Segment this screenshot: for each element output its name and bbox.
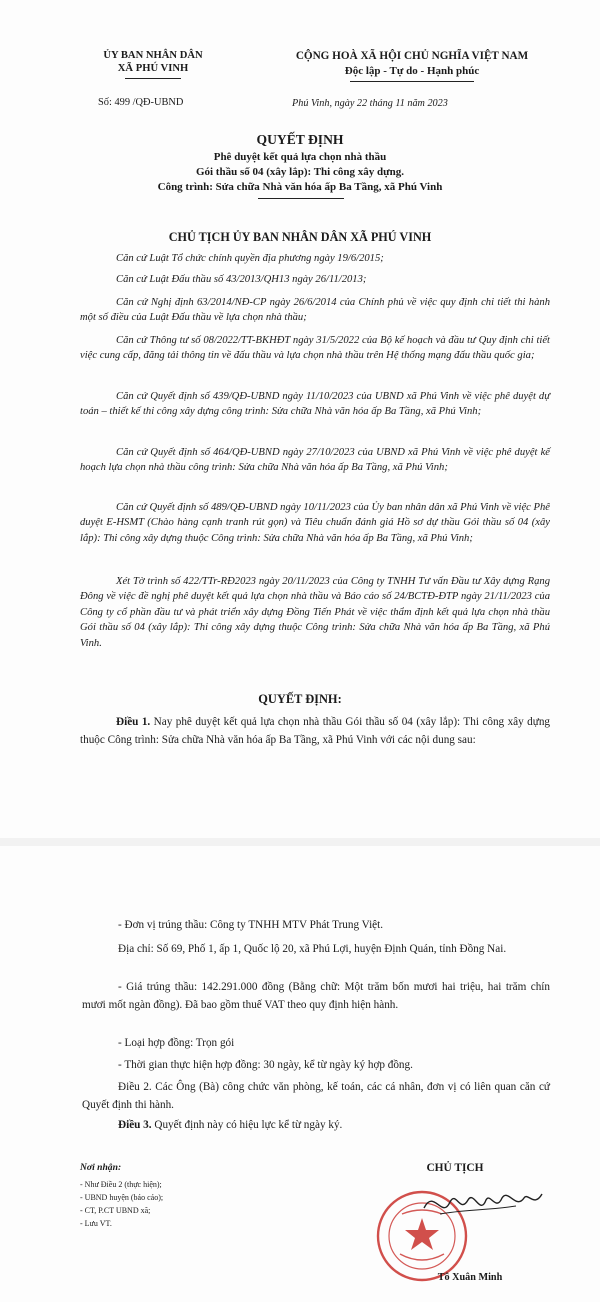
- article-3: [82, 1116, 550, 1134]
- decision-subtitle-1: Phê duyệt kết quả lựa chọn nhà thầu: [213, 151, 387, 163]
- recipient-item: - Lưu VT.: [80, 1219, 112, 1228]
- legal-basis-4: Căn cứ Thông tư số 08/2022/TT-BKHĐT ngày 31/5/2022 của Bộ kế hoạch và đầu tư Quy định chi tiết việc cung cấp, đăng tải thông tin về đấu thầu và lựa chọn nhà thầu trên Hệ thống mạng đấu thầu quốc gia;: [80, 335, 550, 362]
- handwritten-signature: [420, 1180, 550, 1230]
- decision-subtitle-3: Công trình: Sửa chữa Nhà văn hóa ấp Ba Tầng, xã Phú Vinh: [157, 181, 443, 193]
- winner-line: - Đơn vị trúng thầu: Công ty TNHH MTV Phát Trung Việt.: [118, 919, 384, 931]
- article-3-text: Quyết định này có hiệu lực kể từ ngày ký.: [151, 1119, 343, 1131]
- document-number: Số: 499 /QĐ-UBND: [98, 97, 184, 108]
- decision-subtitle-2: Gói thầu số 04 (xây lắp): Thi công xây dựng.: [195, 166, 405, 178]
- recipient-item: - Như Điều 2 (thực hiện);: [80, 1180, 162, 1189]
- article-1-label: Điều 1.: [116, 716, 151, 728]
- recipients-list: [80, 1178, 163, 1230]
- contract-duration: - Thời gian thực hiện hợp đồng: 30 ngày, kể từ ngày ký hợp đồng.: [118, 1059, 413, 1071]
- motto-underline: [350, 81, 474, 82]
- recipients-title: Nơi nhận:: [80, 1162, 122, 1173]
- signer-position: CHỦ TỊCH: [426, 1162, 484, 1174]
- recipient-item: - CT, P.CT UBND xã;: [80, 1206, 151, 1215]
- recipient-item: - UBND huyện (báo cáo);: [80, 1193, 164, 1202]
- legal-basis-7: Căn cứ Quyết định số 489/QĐ-UBND ngày 10/11/2023 của Ủy ban nhân dân xã Phú Vinh về việc Phê duyệt E-HSMT (Chào hàng cạnh tranh rút gọn) và Tiêu chuẩn đánh giá Hồ sơ dự thầu Gói thầu số 04 (xây lắp): Thi công xây dựng thuộc Công trình: Sửa chữa Nhà văn hóa ấp Ba Tầng, xã Phú Vinh;: [80, 502, 550, 544]
- decision-title: QUYẾT ĐỊNH: [256, 132, 344, 147]
- org-name-line1: ỦY BAN NHÂN DÂN: [103, 50, 203, 61]
- legal-basis-5: Căn cứ Quyết định số 439/QĐ-UBND ngày 11/10/2023 của UBND xã Phú Vinh về việc phê duyệt dự toán – thiết kế thi công xây dựng công trình: Sửa chữa Nhà văn hóa ấp Ba Tầng, xã Phú Vinh;: [80, 391, 550, 418]
- authority-heading: CHỦ TỊCH ỦY BAN NHÂN DÂN XÃ PHÚ VINH: [168, 230, 432, 244]
- nation-motto: Độc lập - Tự do - Hạnh phúc: [344, 65, 480, 77]
- article-3-label: Điều 3.: [118, 1119, 152, 1131]
- signer-name: Tô Xuân Minh: [437, 1272, 503, 1283]
- place-date: Phú Vinh, ngày 22 tháng 11 năm 2023: [292, 98, 448, 109]
- nation-name: CỘNG HOÀ XÃ HỘI CHỦ NGHĨA VIỆT NAM: [295, 50, 529, 62]
- winning-price: - Giá trúng thầu: 142.291.000 đồng (Bằng chữ: Một trăm bốn mươi hai triệu, hai trăm chín mươi mốt ngàn đồng). Đã bao gồm thuế VAT theo quy định hiện hành.: [82, 981, 550, 1011]
- org-underline: [125, 78, 181, 79]
- article-1-text: Nay phê duyệt kết quả lựa chọn nhà thầu Gói thầu số 04 (xây lắp): Thi công xây dựng thuộc Công trình: Sửa chữa Nhà văn hóa ấp Ba Tầng, xã Phú Vinh với các nội dung sau:: [80, 716, 551, 746]
- decision-heading: QUYẾT ĐỊNH:: [258, 692, 342, 706]
- article-2: Điều 2. Các Ông (Bà) công chức văn phòng, kế toán, các cá nhân, đơn vị có liên quan căn cứ Quyết định thi hành.: [82, 1081, 550, 1111]
- legal-basis-1: Căn cứ Luật Tổ chức chính quyền địa phương ngày 19/6/2015;: [116, 253, 384, 264]
- document-page-2: [0, 846, 600, 1302]
- org-name-line2: XÃ PHÚ VINH: [117, 63, 189, 74]
- legal-consideration: Xét Tờ trình số 422/TTr-RĐ2023 ngày 20/11/2023 của Công ty TNHH Tư vấn Đầu tư Xây dựng Rạng Đông về việc đề nghị phê duyệt kết quả lựa chọn nhà thầu và Báo cáo số 24/BCTĐ-ĐTP ngày 21/11/2023 của Công ty cổ phần đầu tư và phát triển xây dựng Đồng Tiến Phát về việc thẩm định kết quả lựa chọn nhà thầu Gói thầu số 04 (xây lắp): Thi công xây dựng thuộc Công trình: Sửa chữa Nhà văn hóa ấp Ba Tầng, xã Phú Vinh.: [80, 576, 550, 649]
- title-underline: [258, 198, 344, 199]
- legal-basis-2: Căn cứ Luật Đấu thầu số 43/2013/QH13 ngày 26/11/2013;: [116, 274, 367, 285]
- contract-type: - Loại hợp đồng: Trọn gói: [118, 1037, 235, 1049]
- legal-basis-6: Căn cứ Quyết định số 464/QĐ-UBND ngày 27/10/2023 của UBND xã Phú Vinh về việc phê duyệt kế hoạch lựa chọn nhà thầu công trình: Sửa chữa Nhà văn hóa ấp Ba Tầng, xã Phú Vinh;: [80, 447, 550, 474]
- legal-basis-3: Căn cứ Nghị định 63/2014/NĐ-CP ngày 26/6/2014 của Chính phủ về việc quy định chi tiết thi hành một số điều của Luật Đấu thầu về lựa chọn nhà thầu;: [80, 297, 550, 324]
- page-gap: [0, 838, 600, 846]
- winner-address: Địa chỉ: Số 69, Phố 1, ấp 1, Quốc lộ 20, xã Phú Lợi, huyện Định Quán, tỉnh Đồng Nai.: [118, 943, 507, 955]
- article-1: [80, 713, 550, 749]
